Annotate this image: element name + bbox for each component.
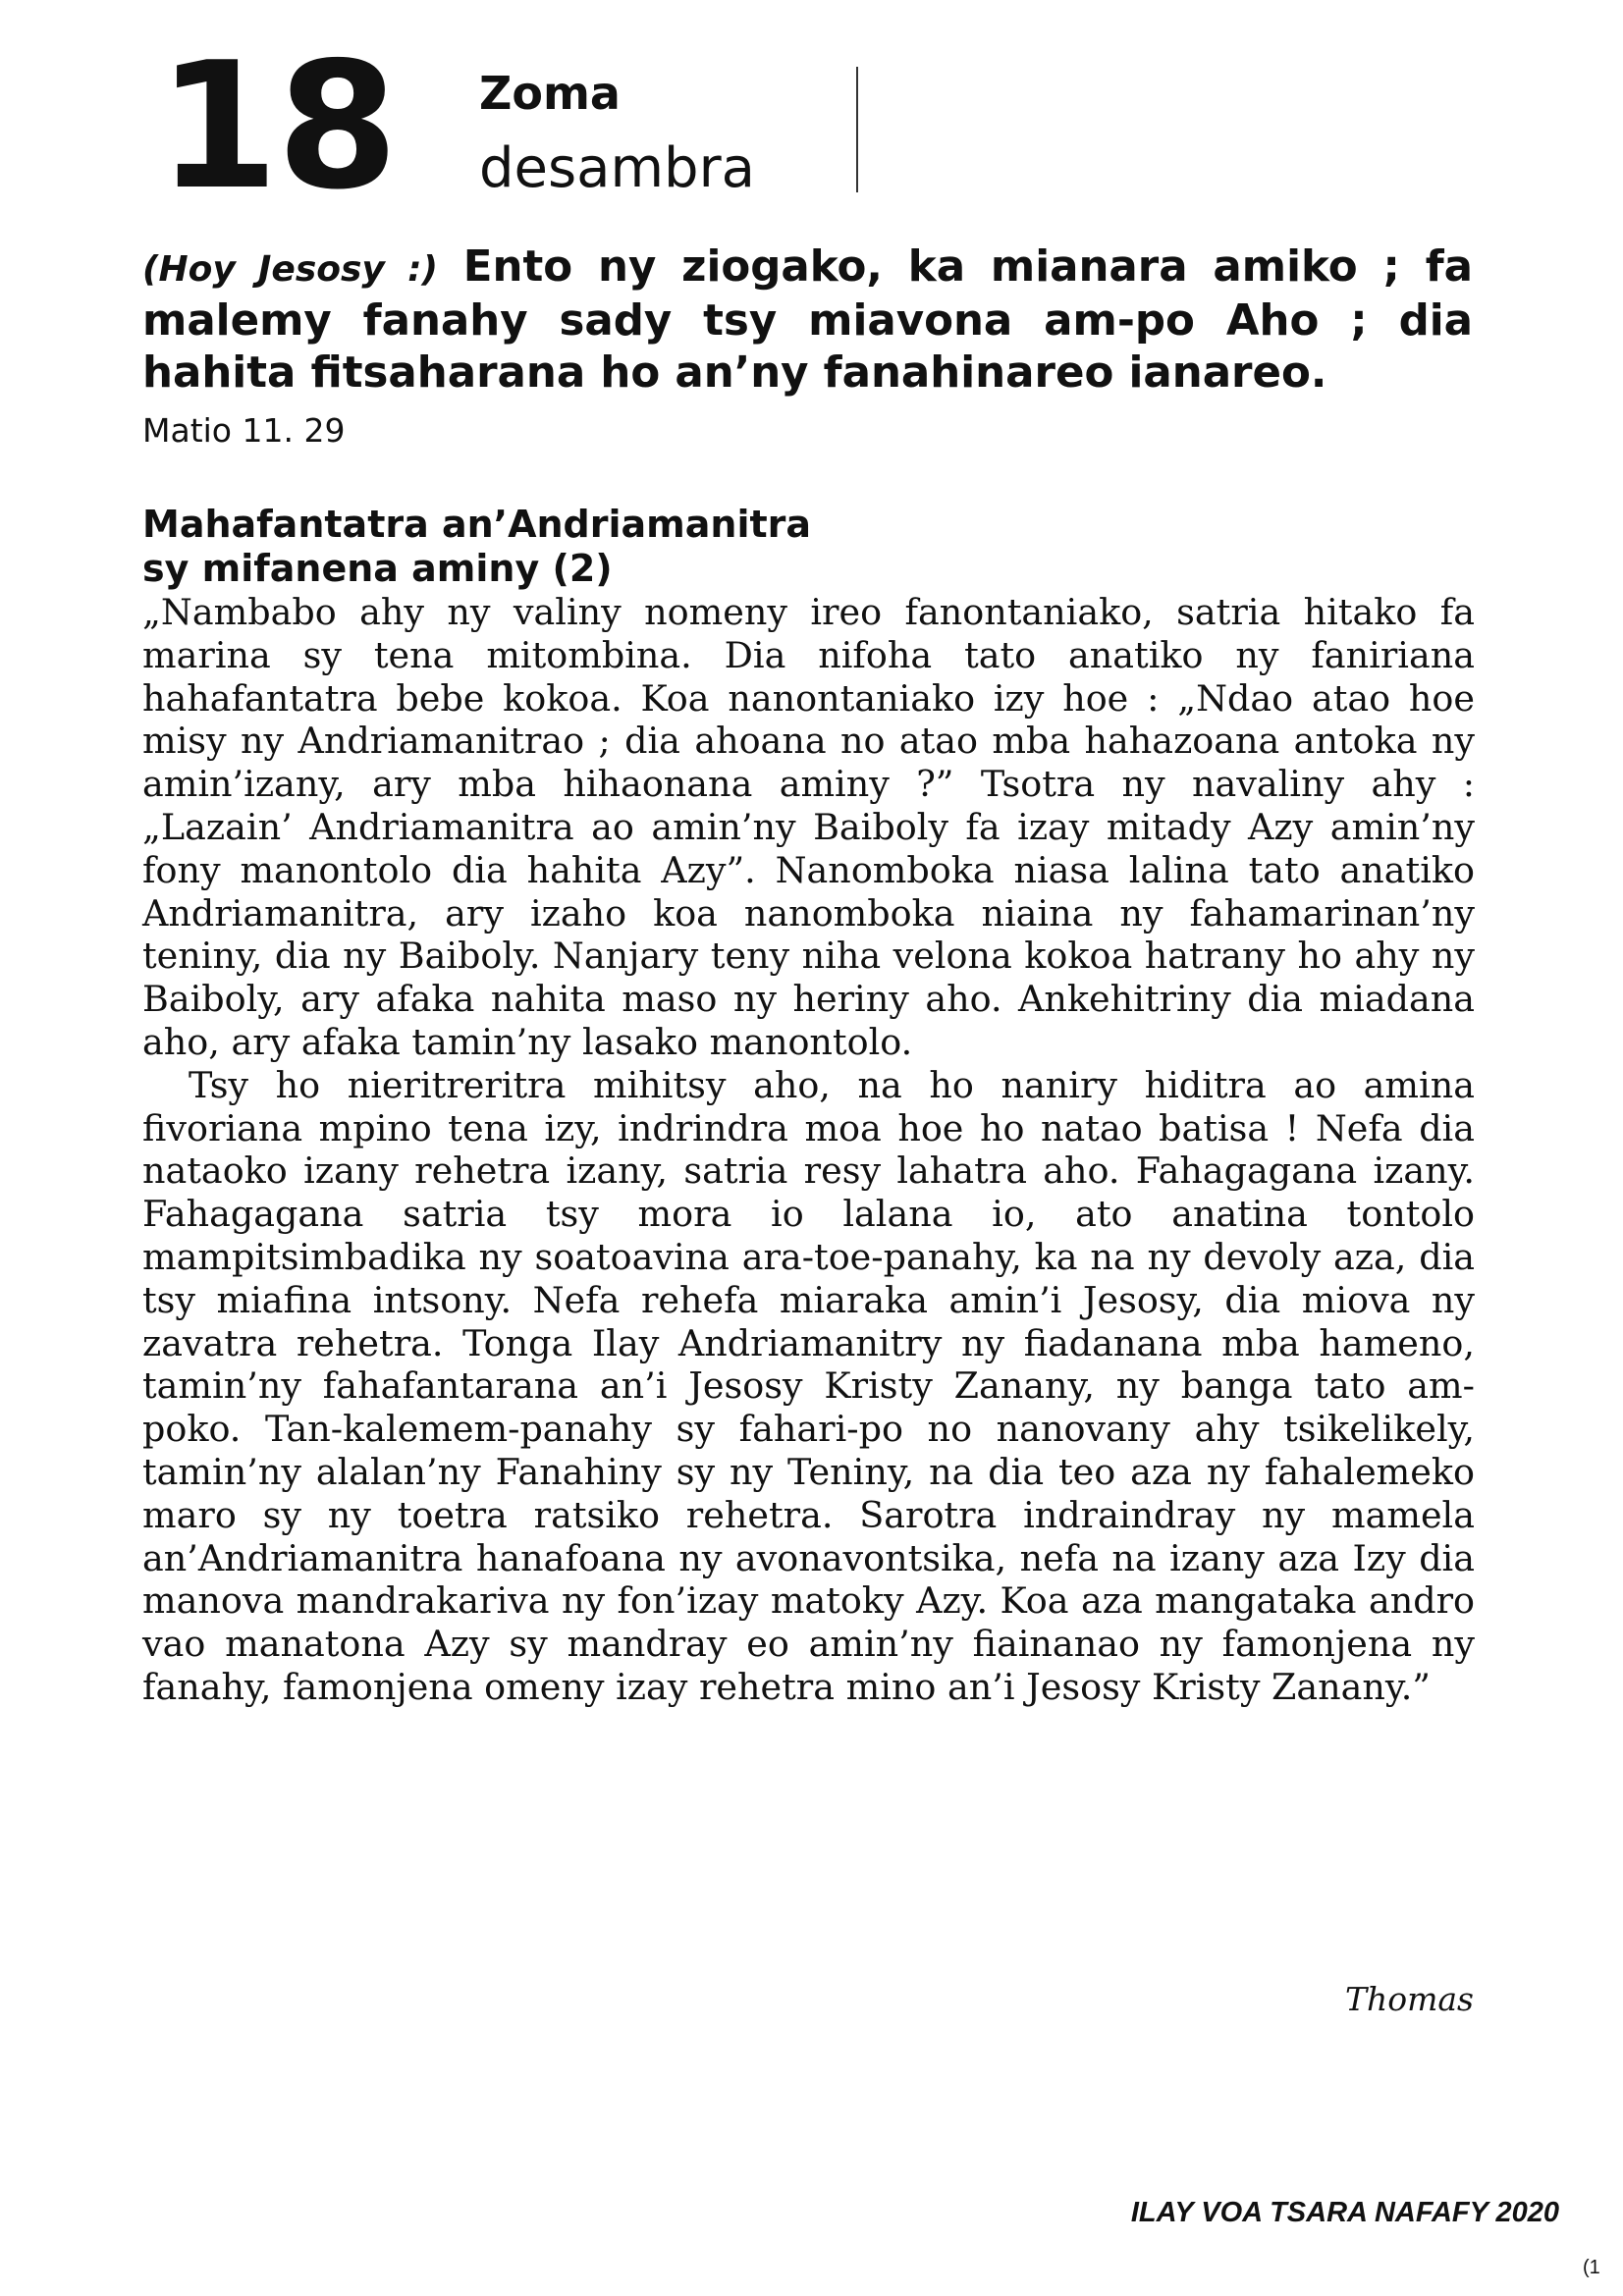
verse-speaker: (Hoy Jesosy :) — [142, 249, 438, 290]
devotional-title-line-1: Mahafantatra an’Andriamanitra — [142, 503, 812, 546]
devotional-title-line-2: sy mifanena aminy (2) — [142, 547, 613, 590]
body-paragraph-1: „Nambabo ahy ny valiny nomeny ireo fanontaniako, satria hitako fa marina sy tena mitombina. Dia nifoha tato anatiko ny faniriana hahafantatra bebe kokoa. Koa nanontaniako izy hoe : „Ndao atao hoe misy ny Andriamanitrao ; dia ahoana no atao mba hahazoana antoka ny amin’izany, ary mba hihaonana aminy ?” Tsotra ny navaliny ahy : „Lazain’ Andriamanitra ao amin’ny Baiboly fa izay mitady Azy amin’ny fony manontolo dia hahita Azy”. Nanomboka niasa lalina tato anatiko Andriamanitra, ary izaho koa nanomboka niaina ny fahamarinan’ny teniny, dia ny Baiboly. Nanjary teny niha velona kokoa hatrany ho ahy ny Baiboly, ary afaka nahita maso ny heriny aho. Ankehitriny dia miadana aho, ary afaka tamin’ny lasako manontolo. — [142, 591, 1475, 1063]
verse-text: Ento ny ziogako, ka mianara amiko ; fa malemy fanahy sady tsy miavona am-po Aho ; dia hahita fitsaharana ho an’ny fanahinareo ianareo. — [142, 242, 1474, 398]
daily-verse — [142, 241, 1473, 400]
devotional-title — [142, 503, 1321, 591]
page-number-mark: (1 — [1583, 2257, 1600, 2278]
devotional-body — [142, 591, 1475, 1709]
weekday: Zoma — [479, 67, 621, 120]
publication-footer: ILAY VOA TSARA NAFAFY 2020 — [1130, 2197, 1559, 2228]
day-number: 18 — [157, 25, 397, 228]
header-divider — [856, 67, 858, 192]
body-paragraph-2: Tsy ho nieritreritra mihitsy aho, na ho naniry hiditra ao amina fivoriana mpino tena izy, indrindra moa hoe ho natao batisa ! Nefa dia nataoko izany rehetra izany, satria resy lahatra aho. Fahagagana izany. Fahagagana satria tsy mora io lalana io, ato anatina tontolo mampitsimbadika ny soatoavina ara-toe-panahy, ka na ny devoly aza, dia tsy miafina intsony. Nefa rehefa miaraka amin’i Jesosy, dia miova ny zavatra rehetra. Tonga Ilay Andriamanitry ny fiadanana mba hameno, tamin’ny fahafantarana an’i Jesosy Kristy Zanany, ny banga tato am-poko. Tan-kalemem-panahy sy fahari-po no nanovany ahy tsikelikely, tamin’ny alalan’ny Fanahiny sy ny Teniny, na dia teo aza ny fahalemeko maro sy ny toetra ratsiko rehetra. Sarotra indraindray ny mamela an’Andriamanitra hanafoana ny avonavontsika, nefa na izany aza Izy dia manova mandrakariva ny fon’izay matoky Azy. Koa aza mangataka andro vao manatona Azy sy mandray eo amin’ny fiainanao ny famonjena ny fanahy, famonjena omeny izay rehetra mino an’i Jesosy Kristy Zanany.” — [142, 1063, 1475, 1708]
author-signature: Thomas — [1344, 1980, 1474, 2018]
month: desambra — [479, 136, 755, 200]
verse-reference: Matio 11. 29 — [142, 411, 346, 450]
